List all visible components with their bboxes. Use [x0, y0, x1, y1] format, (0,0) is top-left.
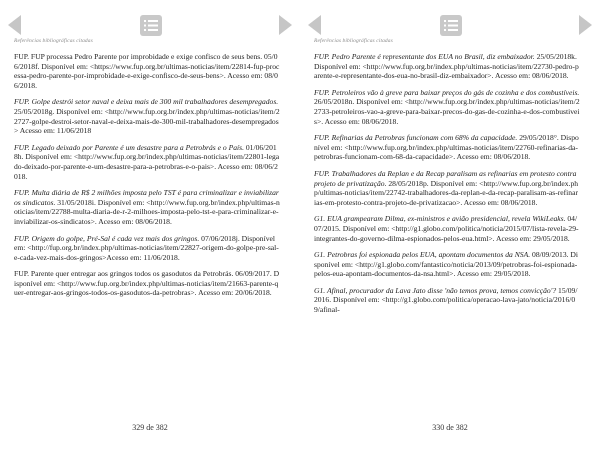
- reference-entry: FUP. Petroleiros vão à greve para baixar preços do gás de cozinha e dos combustíveis. 26/05/2018n. Disponível em: <http://www.fup.org.br/index.php/ultimas-noticias/item/22733-petroleiros-vao-a-greve-para-baixar-precos-do-gas-de-cozinha-e-dos-combustiveis>. Acesso em: 08/06/2018.: [314, 87, 580, 126]
- reference-entry: G1. Petrobras foi espionada pelos EUA, apontam documentos da NSA. 08/09/2013. Disponível em: <http://g1.globo.com/fantastico/noticia/2013/09/petrobras-foi-espionada-pelos-eua-apontam-documentos-da-nsa.html>. Acesso em: 29/05/2018.: [314, 250, 579, 279]
- running-header: Referências bibliográficas citadas: [14, 38, 93, 44]
- right-page: [300, 0, 600, 450]
- reference-entry: FUP. Parente quer entregar aos gringos todos os gasodutos da Petrobrás. 06/09/2017. Disponível em: <http://www.fup.org.br/index.php/ultimas-noticias/item/21663-parente-quer-entregar-aos-gringos-todos-os-gasodutos-da-petrobras>. Acesso em: 20/06/2018.: [14, 269, 280, 298]
- arrow-left-icon[interactable]: [8, 15, 21, 35]
- menu-list-icon[interactable]: [440, 15, 462, 36]
- reference-entry: FUP. FUP processa Pedro Parente por improbidade e exige confisco de seus bens. 05/06/2018f. Disponível em: <https://www.fup.org.br/ultimas-noticias/item/22814-fup-processa-pedro-parente-por-improbidade-e-exige-confisco-de-seus-bens>. Acesso em: 08/06/2018.: [14, 52, 280, 90]
- arrow-left-icon[interactable]: [308, 15, 321, 35]
- arrow-right-icon[interactable]: [279, 15, 292, 35]
- reference-entry: FUP. Refinarias da Petrobras funcionam com 68% da capacidade. 29/05/2018°. Disponível em: <http://www.fup.org.br/index.php/ultimas-noticias/item/22760-refinarias-da-petrobras-funcionam-com-68-da-capacidade>. Acesso em: 08/06/2018.: [314, 133, 579, 162]
- reference-entry: FUP. Golpe destrói setor naval e deixa mais de 300 mil trabalhadores desempregados. 25/05/2018g. Disponível em: <http://www.fup.org.br/index.php/ultimas-noticias/item/22727-golpe-destroi-setor-naval-e-deixa-mais-de-300-mil-trabalhadores-desempregados> Acesso em: 11/06/2018: [14, 97, 280, 136]
- reference-entry: FUP. Origem do golpe, Pré-Sal é cada vez mais dos gringos. 07/06/2018j. Disponível em: <http://fup.org.br/index.php/ultimas-noticias/item/22827-origem-do-golpe-pre-sal-e-cada-vez-mais-dos-gringos>Acesso em: 11/06/2018.: [14, 233, 279, 262]
- page-number: 330 de 382: [432, 423, 468, 432]
- reference-entry: FUP. Multa diária de R$ 2 milhões imposta pelo TST é para criminalizar e inviabilizar os sindicatos. 31/05/2018i. Disponível em: <http://www.fup.org.br/index.php/ultimas-noticias/item/22788-multa-diaria-de-r-2-milhoes-imposta-pelo-tst-e-para-criminalizar-e-inviabilizar-os-sindicatos>. Acesso em: 08/06/2018.: [14, 188, 280, 226]
- page-number: 329 de 382: [132, 423, 168, 432]
- reference-entry: FUP. Trabalhadores da Replan e da Recap paralisam as refinarias em protesto contra projeto de privatização. 28/05/2018p. Disponível em: <http://www.fup.org.br/index.php/ultimas-noticias/item/22742-trabalhadores-da-replan-e-da-recap-paralisam-as-refinarias-em-protesto-contra-projeto-de-privatizacao>. Acesso em: 08/06/2018.: [314, 168, 579, 207]
- menu-list-icon[interactable]: [140, 15, 162, 36]
- running-header: Referências bibliográficas citadas: [314, 38, 393, 44]
- page-navigation-right: [300, 10, 600, 34]
- reference-entry: G1. Afinal, procurador da Lava Jato disse 'não temos prova, temos convicção'? 15/09/2016. Disponível em: <http://g1.globo.com/politica/operacao-lava-jato/noticia/2016/09/afinal-: [314, 285, 578, 315]
- reference-entry: FUP. Pedro Parente é representante dos EUA no Brasil, diz embaixador. 25/05/2018k. Disponível em: <http://www.fup.org.br/index.php/ultimas-noticias/item/22730-pedro-parente-e-representante-dos-eua-no-brasil-diz-embaixador>. Acesso em: 08/06/2018.: [314, 52, 579, 81]
- page-navigation-left: [0, 10, 300, 34]
- references-list: [14, 52, 280, 305]
- arrow-right-icon[interactable]: [579, 15, 592, 35]
- reference-entry: FUP. Legado deixado por Parente é um desastre para a Petrobrás e o País. 01/06/2018h. Disponível em: <http://www.fup.org.br/index.php/ultimas-noticias/item/22801-legado-deixado-por-parente-e-um-desastre-para-a-petrobras-e-o-pais>. Acesso em: 08/06/2018.: [14, 142, 280, 181]
- reference-entry: G1. EUA grampearam Dilma, ex-ministros e avião presidencial, revela WikiLeaks. 04/07/2015. Disponível em: <http://g1.globo.com/politica/noticia/2015/07/lista-revela-29-integrantes-do-governo-dilma-espionados-pelos-eua.html>. Acesso em: 29/05/2018.: [314, 214, 579, 243]
- references-list: [314, 52, 580, 322]
